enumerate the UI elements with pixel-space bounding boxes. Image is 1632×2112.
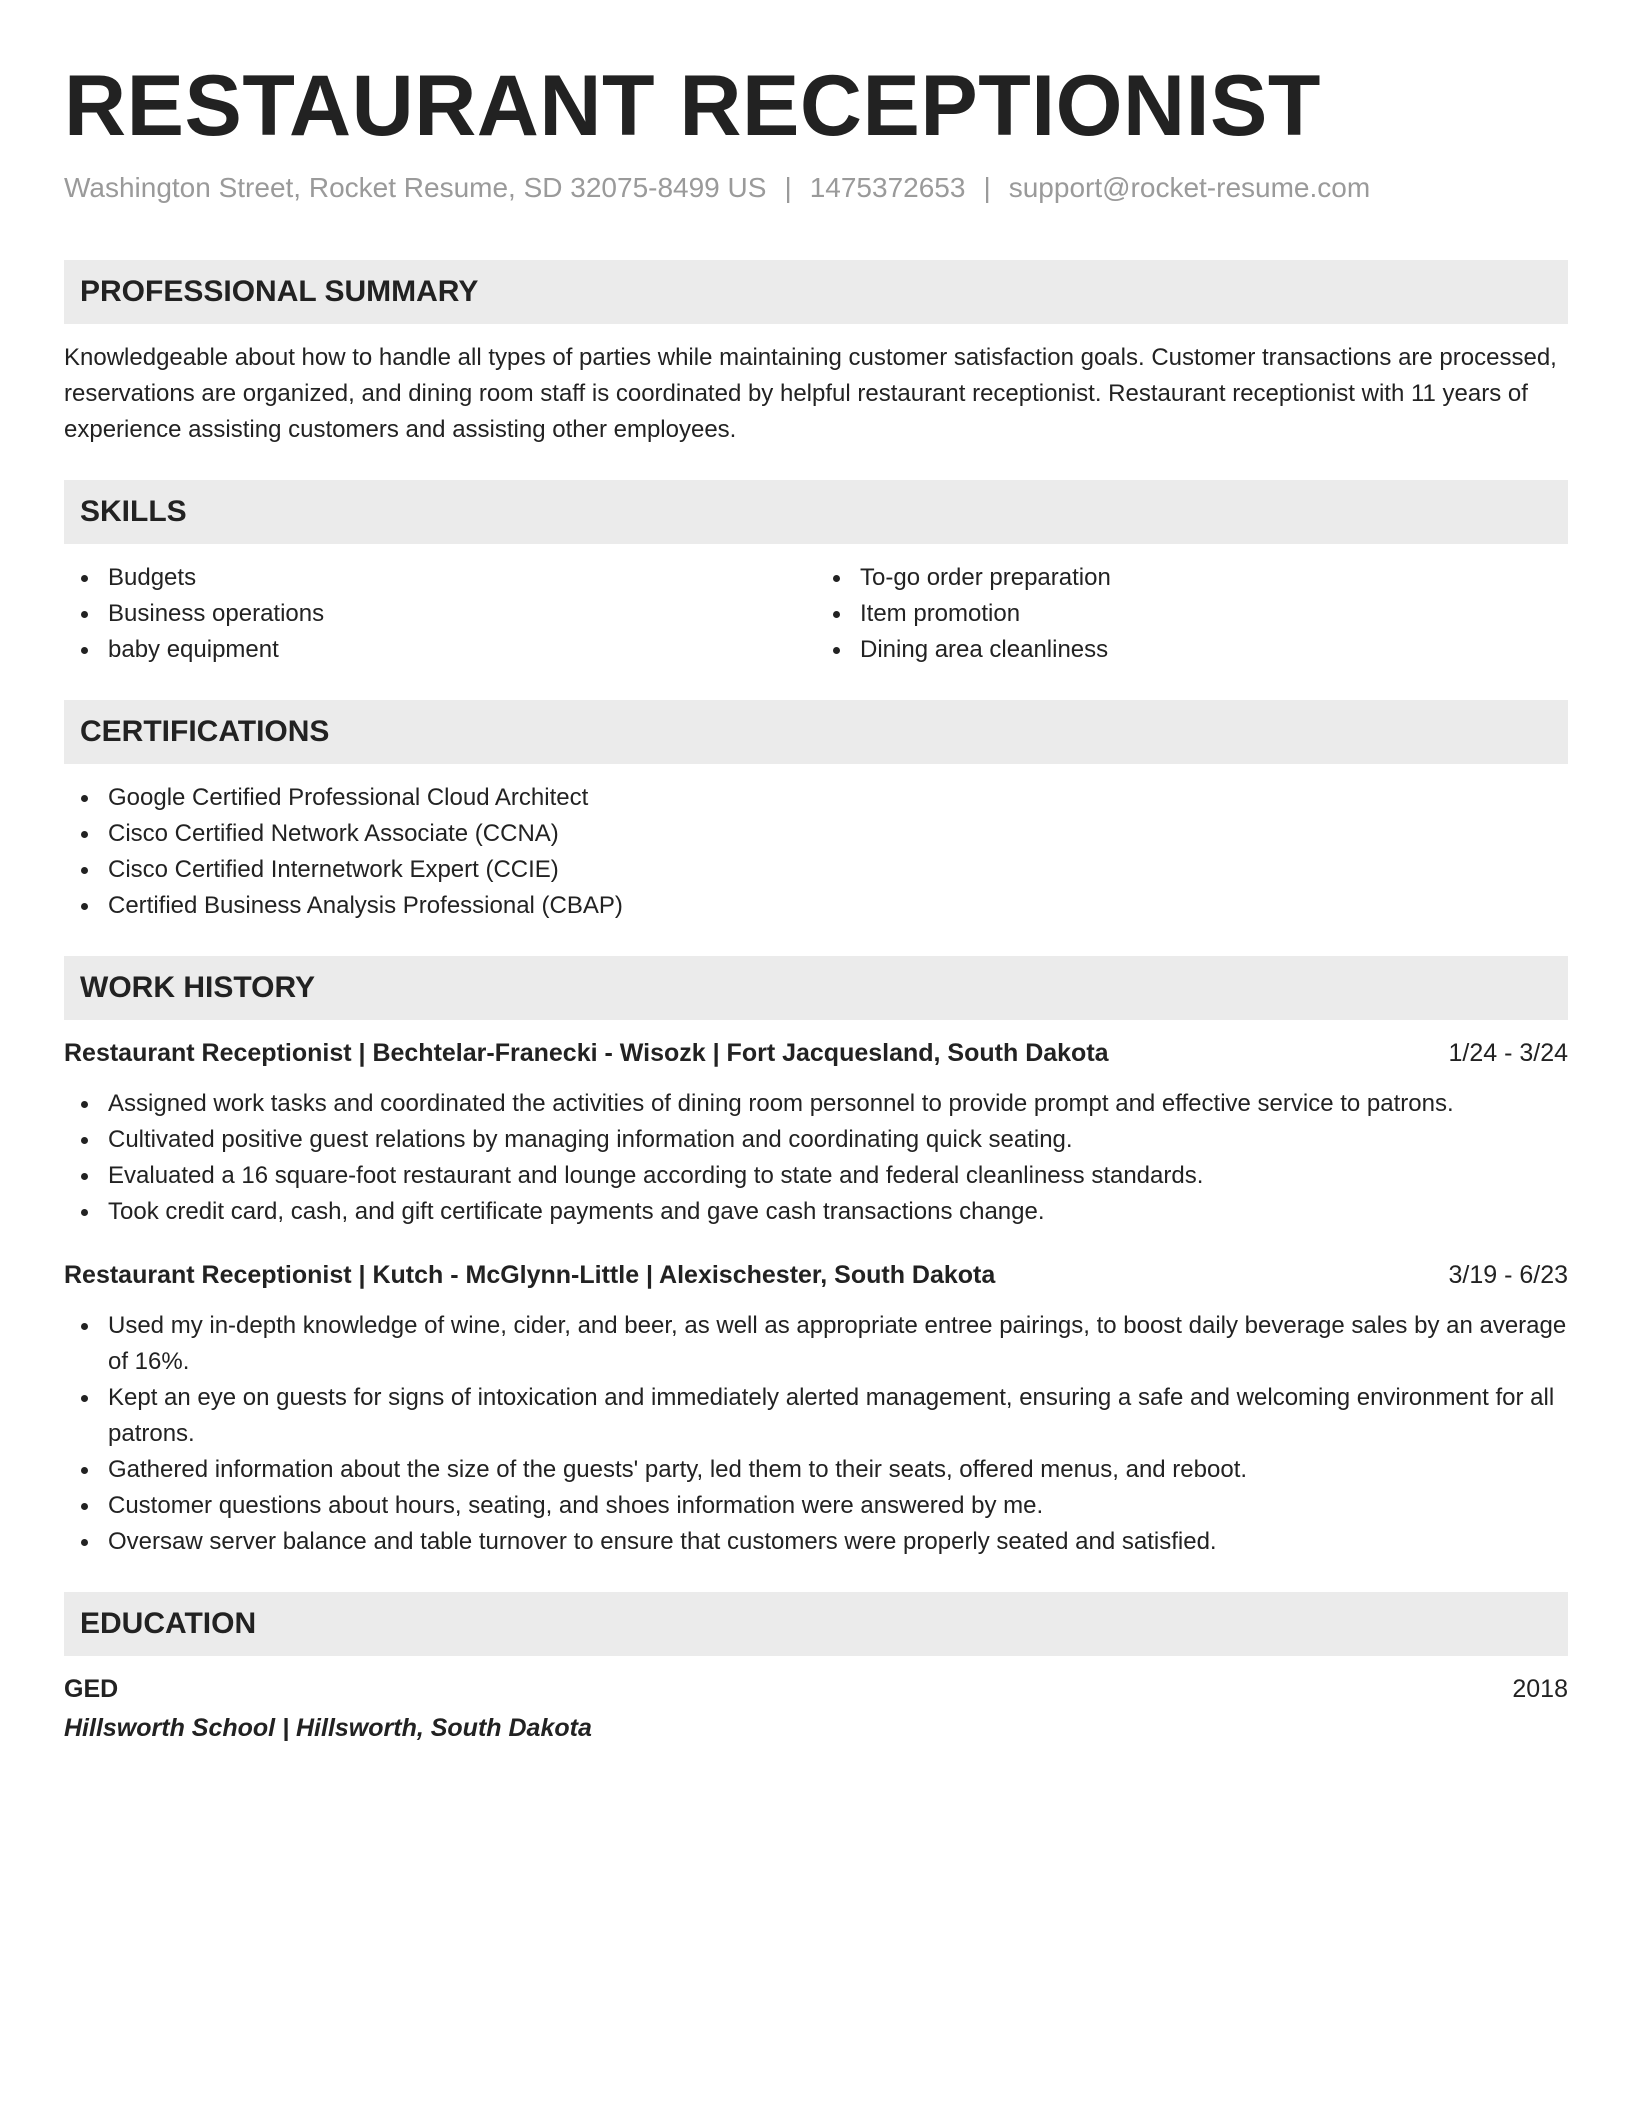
job-bullet [64, 1452, 1568, 1488]
bullet-dot [81, 903, 88, 910]
job-bullet-text: Oversaw server balance and table turnover to ensure that customers were properly seated and satisfied. [108, 1528, 1217, 1555]
bullet-dot [81, 647, 88, 654]
skill-item [64, 632, 816, 668]
job-header [64, 1256, 1568, 1294]
certification-item [64, 852, 1568, 888]
skill-text: Item promotion [860, 600, 1021, 627]
job-bullet-text: Evaluated a 16 square-foot restaurant and lounge according to state and federal cleanliness standards. [108, 1162, 1204, 1189]
bullet-dot [81, 1395, 88, 1402]
skill-text: Budgets [108, 564, 197, 591]
job-bullet-text: Used my in-depth knowledge of wine, cider, and beer, as well as appropriate entree pairings, to boost daily beverage sales by an average of 16%. [108, 1312, 1567, 1375]
certifications-list [64, 780, 1568, 924]
summary-section [64, 260, 1568, 448]
certifications-heading: CERTIFICATIONS [64, 700, 1568, 764]
job-bullet-text: Gathered information about the size of the guests' party, led them to their seats, offered menus, and reboot. [108, 1456, 1248, 1483]
work-history-section [64, 956, 1568, 1560]
bullet-dot [81, 1101, 88, 1108]
bullet-dot [81, 867, 88, 874]
certification-item [64, 780, 1568, 816]
job-title: Restaurant Receptionist | Bechtelar-Franecki - Wisozk | Fort Jacquesland, South Dakota [64, 1039, 1109, 1067]
skills-heading: SKILLS [64, 480, 1568, 544]
work-history-heading: WORK HISTORY [64, 956, 1568, 1020]
bullet-dot [833, 575, 840, 582]
job-bullets [64, 1086, 1568, 1230]
resume-title: RESTAURANT RECEPTIONIST [64, 58, 1321, 154]
contact-email: support@rocket-resume.com [1008, 172, 1371, 203]
certification-text: Cisco Certified Network Associate (CCNA) [108, 820, 559, 847]
bullet-dot [81, 1323, 88, 1330]
skill-text: Dining area cleanliness [860, 636, 1109, 663]
certification-text: Google Certified Professional Cloud Architect [108, 784, 589, 811]
skills-grid [64, 560, 1568, 668]
certification-text: Certified Business Analysis Professional (CBAP) [108, 892, 623, 919]
education-school: Hillsworth School | Hillsworth, South Dakota [64, 1714, 592, 1742]
job-bullet-text: Took credit card, cash, and gift certificate payments and gave cash transactions change. [108, 1198, 1045, 1225]
job-bullet [64, 1380, 1568, 1452]
job-bullet-text: Assigned work tasks and coordinated the activities of dining room personnel to provide prompt and effective service to patrons. [108, 1090, 1454, 1117]
job-bullet [64, 1122, 1568, 1158]
bullet-dot [81, 611, 88, 618]
skill-item [816, 596, 1568, 632]
education-degree: GED [64, 1675, 119, 1703]
job-bullet-text: Cultivated positive guest relations by managing information and coordinating quick seating. [108, 1126, 1073, 1153]
job-bullet [64, 1158, 1568, 1194]
summary-heading: PROFESSIONAL SUMMARY [64, 260, 1568, 324]
certification-item [64, 888, 1568, 924]
contact-phone: 1475372653 [809, 172, 966, 203]
job-bullet-text: Kept an eye on guests for signs of intoxication and immediately alerted management, ensuring a safe and welcoming environment for all patrons. [108, 1384, 1555, 1447]
education-header [64, 1670, 1568, 1708]
job-entry [64, 1034, 1568, 1230]
job-bullet [64, 1524, 1568, 1560]
job-header [64, 1034, 1568, 1072]
job-entry [64, 1256, 1568, 1560]
contact-separator: | [784, 172, 792, 203]
job-dates: 3/19 - 6/23 [1448, 1261, 1568, 1289]
skill-text: baby equipment [108, 636, 279, 663]
bullet-dot [81, 575, 88, 582]
certification-item [64, 816, 1568, 852]
bullet-dot [833, 611, 840, 618]
education-section [64, 1592, 1568, 1748]
bullet-dot [81, 1467, 88, 1474]
skill-item [64, 560, 816, 596]
skill-item [64, 596, 816, 632]
certifications-section [64, 700, 1568, 924]
certification-text: Cisco Certified Internetwork Expert (CCIE) [108, 856, 559, 883]
bullet-dot [81, 1539, 88, 1546]
job-bullet-text: Customer questions about hours, seating, and shoes information were answered by me. [108, 1492, 1044, 1519]
contact-line [64, 168, 1568, 208]
bullet-dot [81, 831, 88, 838]
skills-section [64, 480, 1568, 668]
contact-separator: | [983, 172, 991, 203]
bullet-dot [81, 1209, 88, 1216]
skill-item [816, 560, 1568, 596]
contact-address: Washington Street, Rocket Resume, SD 32075-8499 US [64, 172, 767, 203]
job-bullets [64, 1308, 1568, 1560]
bullet-dot [833, 647, 840, 654]
skill-item [816, 632, 1568, 668]
bullet-dot [81, 1173, 88, 1180]
bullet-dot [81, 795, 88, 802]
job-bullet [64, 1194, 1568, 1230]
skills-list-right [816, 560, 1568, 668]
summary-text: Knowledgeable about how to handle all types of parties while maintaining customer satisfaction goals. Customer transactions are processed, reservations are organized, and dining room staff is coordinated by helpful restaurant receptionist. Restaurant receptionist with 11 years of experience assisting customers and assisting other employees. [64, 344, 1557, 443]
education-year: 2018 [1512, 1675, 1568, 1703]
job-bullet [64, 1308, 1568, 1380]
skills-list-left [64, 560, 816, 668]
education-heading: EDUCATION [64, 1592, 1568, 1656]
job-bullet [64, 1488, 1568, 1524]
bullet-dot [81, 1503, 88, 1510]
job-title: Restaurant Receptionist | Kutch - McGlynn-Little | Alexischester, South Dakota [64, 1261, 996, 1289]
skill-text: To-go order preparation [860, 564, 1111, 591]
job-bullet [64, 1086, 1568, 1122]
skill-text: Business operations [108, 600, 325, 627]
job-dates: 1/24 - 3/24 [1448, 1039, 1568, 1067]
bullet-dot [81, 1137, 88, 1144]
